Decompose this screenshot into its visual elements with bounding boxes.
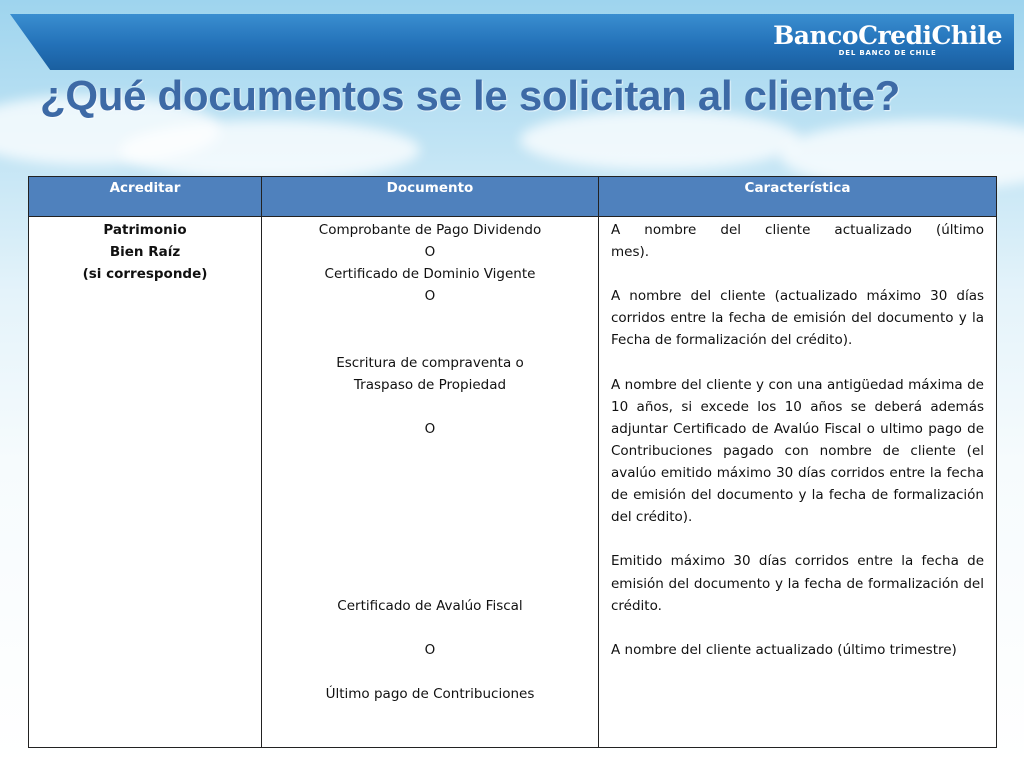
cell-documento [262,217,599,748]
header-acreditar: Acreditar [29,177,262,217]
char-paragraph: A nombre del cliente (actualizado máximo 30 días corridos entre la fecha de emisión del documento y la Fecha de formalización del crédito). [611,288,984,349]
char-p1-line1: A nombre del cliente actualizado (último [611,222,984,238]
char-paragraph: A nombre del cliente y con una antigüedad máxima de 10 años, si excede los 10 años se deberá además adjuntar Certificado de Avalúo Fiscal o ultimo pago de Contribuciones pagado con nombre de cliente (el avalúo emitido máximo 30 días corridos entre la fecha de emisión del documento y la fecha de formalización del crédito). [611,376,984,526]
acreditar-line: (si corresponde) [82,266,208,283]
doc-or: O [424,244,436,261]
acreditar-line: Bien Raíz [109,244,181,261]
cell-acreditar [29,217,262,748]
doc-or: O [424,641,436,658]
header-documento: Documento [262,177,599,217]
char-p1-line2: mes). [611,244,650,261]
acreditar-line: Patrimonio [103,222,187,238]
brand-name: BancoCrediChile [773,21,1002,50]
doc-certificado-dominio: Certificado de Dominio Vigente [324,266,536,283]
documents-table [28,176,997,748]
doc-escritura: Escritura de compraventa o [336,354,524,371]
brand-subtitle: DEL BANCO DE CHILE [838,49,937,57]
table-row [29,217,997,748]
doc-or: O [424,288,436,305]
char-paragraph: Emitido máximo 30 días corridos entre la fecha de emisión del documento y la fecha de formalización del crédito. [611,553,984,614]
cell-caracteristica [599,217,997,748]
doc-escritura: Traspaso de Propiedad [353,376,507,393]
doc-comprobante: Comprobante de Pago Dividendo [318,222,542,238]
doc-or: O [424,420,436,437]
header-caracteristica: Característica [599,177,997,217]
char-paragraph: A nombre del cliente actualizado (último trimestre) [611,641,957,658]
brand-logo [773,22,1002,57]
page-title: ¿Qué documentos se le solicitan al cliente? [40,72,900,119]
table-header-row [29,177,997,217]
doc-ultimo-pago: Último pago de Contribuciones [325,685,535,702]
doc-certificado-avaluo: Certificado de Avalúo Fiscal [337,597,523,614]
